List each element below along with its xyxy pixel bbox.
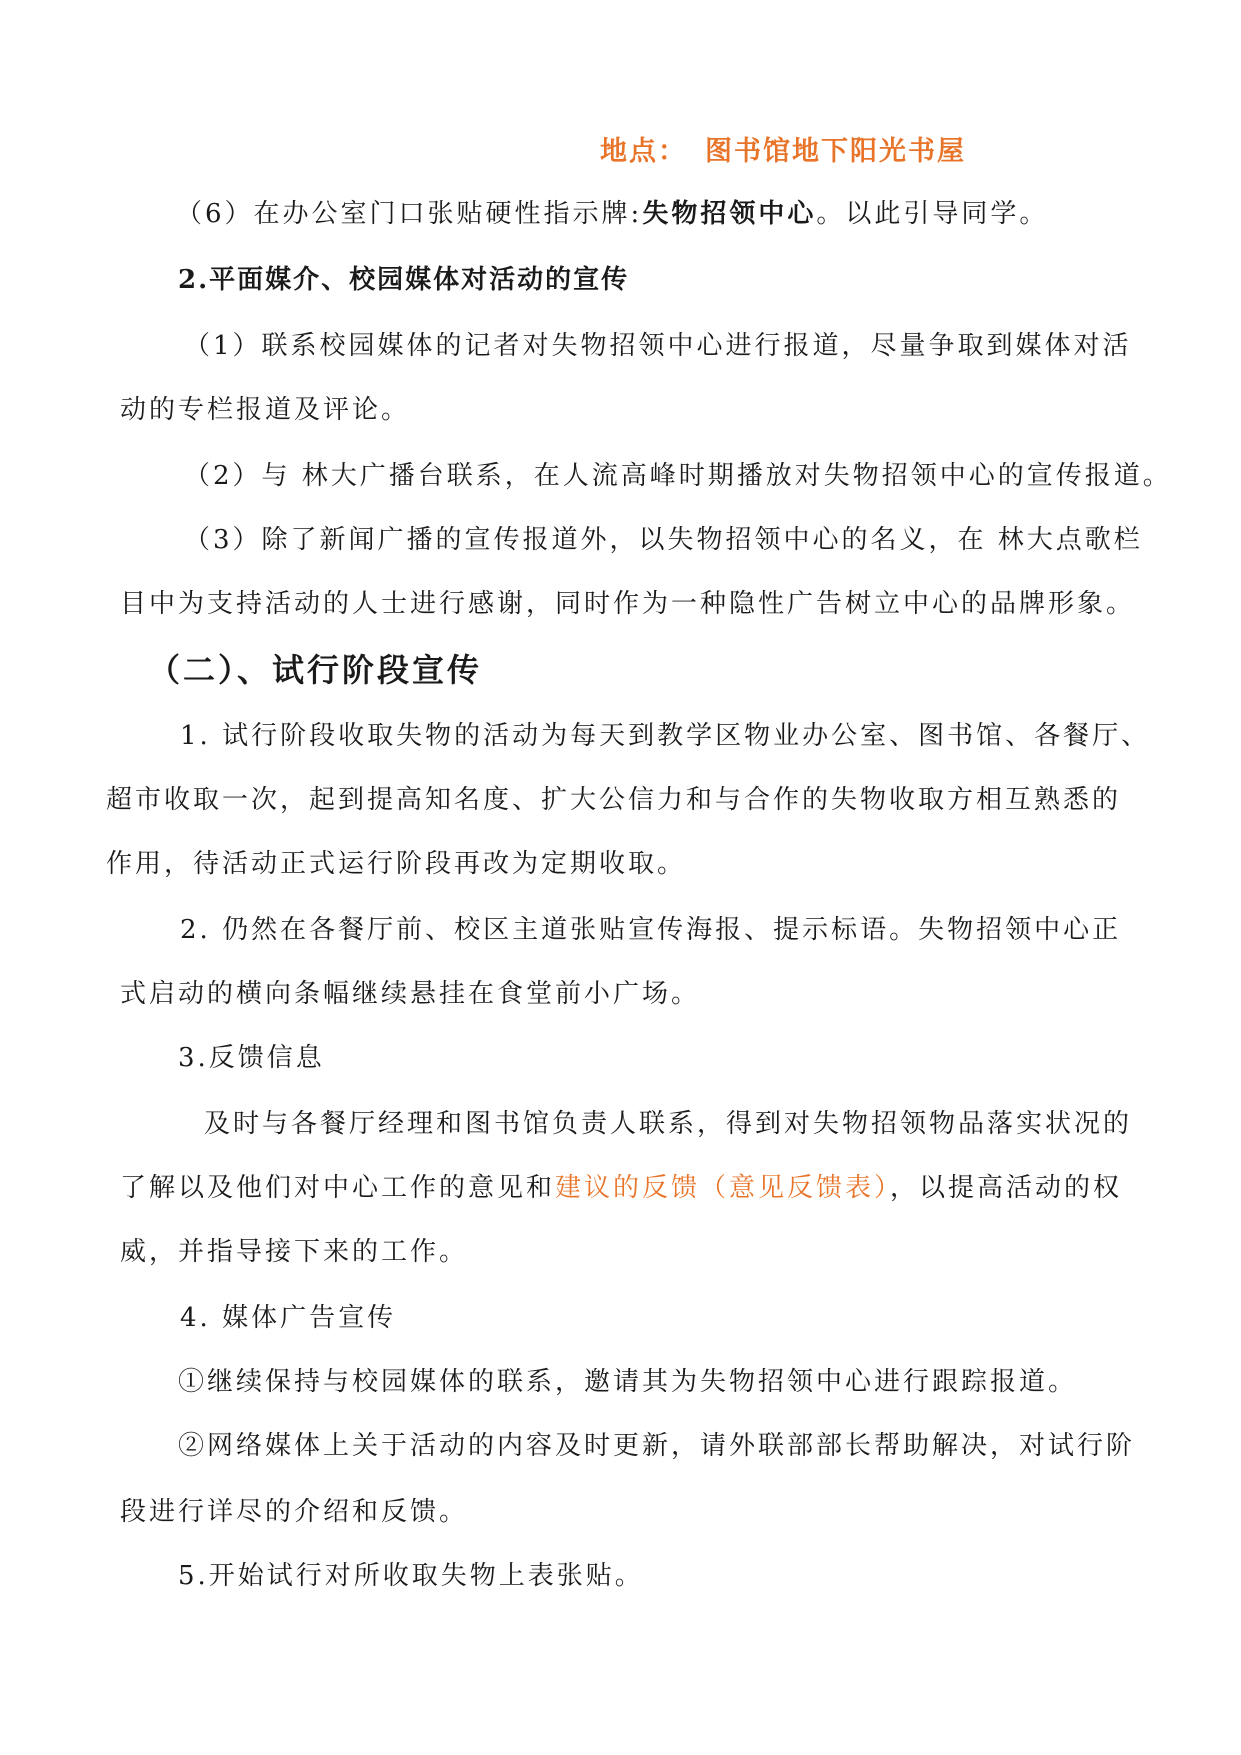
trial-3-line-2-pre: 了解以及他们对中心工作的意见和	[120, 1173, 556, 1203]
paragraph-6	[176, 196, 1048, 232]
trial-3-line-2-post: ，以提高活动的权	[890, 1173, 1123, 1203]
paragraph-6-post: 。以此引导同学。	[816, 199, 1049, 229]
location-label: 地点：	[600, 136, 687, 167]
paragraph-1-line-2: 动的专栏报道及评论。	[120, 395, 411, 425]
trial-2-line-1: 2. 仍然在各餐厅前、校区主道张贴宣传海报、提示标语。失物招领中心正	[180, 915, 1122, 945]
paragraph-2-line-1: （2）与 林大广播台联系，在人流高峰时期播放对失物招领中心的宣传报道。	[184, 461, 1172, 491]
trial-1-line-3: 作用，待活动正式运行阶段再改为定期收取。	[106, 849, 687, 879]
trial-4-item-1: ①继续保持与校园媒体的联系，邀请其为失物招领中心进行跟踪报道。	[178, 1367, 1078, 1397]
trial-2-line-2: 式启动的横向条幅继续悬挂在食堂前小广场。	[120, 979, 701, 1009]
paragraph-3-line-2: 目中为支持活动的人士进行感谢，同时作为一种隐性广告树立中心的品牌形象。	[120, 589, 1136, 619]
section-2-title: 2.平面媒介、校园媒体对活动的宣传	[178, 265, 630, 295]
paragraph-3-line-1: （3）除了新闻广播的宣传报道外，以失物招领中心的名义，在 林大点歌栏	[184, 525, 1143, 555]
trial-3-title: 3.反馈信息	[178, 1043, 325, 1073]
paragraph-1-line-1: （1）联系校园媒体的记者对失物招领中心进行报道，尽量争取到媒体对活	[184, 331, 1132, 361]
location-line	[600, 134, 966, 170]
trial-4-item-2-line-1: ②网络媒体上关于活动的内容及时更新，请外联部部长帮助解决，对试行阶	[178, 1431, 1136, 1461]
location-value: 图书馆地下阳光书屋	[705, 136, 966, 167]
feedback-form-highlight: 建议的反馈（意见反馈表）	[555, 1173, 891, 1203]
trial-1-line-1: 1. 试行阶段收取失物的活动为每天到教学区物业办公室、图书馆、各餐厅、	[180, 721, 1151, 751]
trial-1-line-2: 超市收取一次，起到提高知名度、扩大公信力和与合作的失物收取方相互熟悉的	[106, 785, 1122, 815]
trial-5: 5.开始试行对所收取失物上表张贴。	[178, 1561, 644, 1591]
trial-4-title: 4. 媒体广告宣传	[180, 1303, 397, 1333]
paragraph-6-bold: 失物招领中心	[642, 199, 817, 229]
heading-trial-stage: （二）、试行阶段宣传	[148, 651, 483, 689]
trial-3-line-2	[120, 1170, 1122, 1206]
paragraph-6-pre: （6）在办公室门口张贴硬性指示牌:	[176, 199, 643, 229]
trial-4-item-2-line-2: 段进行详尽的介绍和反馈。	[120, 1497, 469, 1527]
trial-3-line-3: 威，并指导接下来的工作。	[120, 1237, 469, 1267]
trial-3-line-1: 及时与各餐厅经理和图书馆负责人联系，得到对失物招领物品落实状况的	[204, 1109, 1133, 1139]
